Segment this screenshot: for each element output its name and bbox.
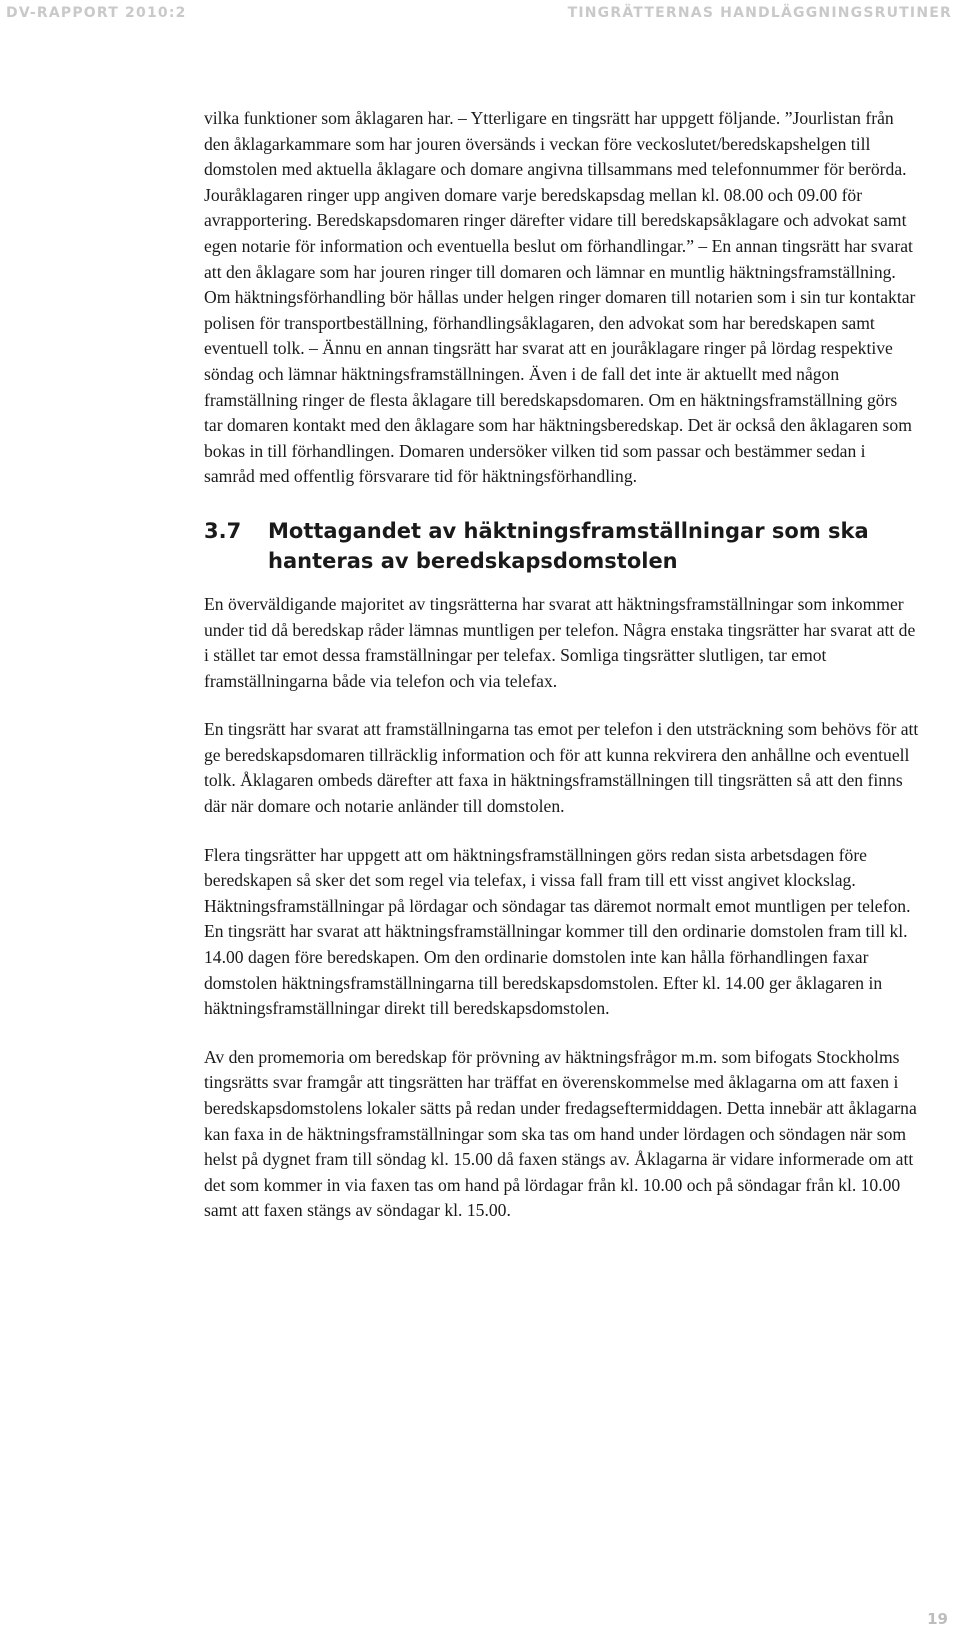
page-content: [204, 106, 920, 1247]
body-paragraph: En tingsrätt har svarat att framställningarna tas emot per telefon i den utsträckning som behövs för att ge beredskapsdomaren tillräcklig information och för att kunna rekvirera den anhållne och eventuell tolk. Åklagaren ombeds därefter att faxa in häktningsframställningen till tingsrätten så att den finns där när domare och notarie anländer till domstolen.: [204, 719, 919, 817]
body-paragraph: Av den promemoria om beredskap för prövning av häktningsfrågor m.m. som bifogats Stockholms tingsrätts svar framgår att tingsrätten har träffat en överenskommelse med åklagarna om att faxen i beredskapsdomstolens lokaler sätts på redan under fredagseftermiddagen. Detta innebär att åklagarna kan faxa in de häktningsframställningar som ska tas om hand under lördagen och söndagen när som helst på dygnet fram till söndag kl. 15.00 då faxen stängs av. Åklagarna är vidare informerade om att det som kommer in via faxen tas om hand på lördagar från kl. 10.00 och på söndagar från kl. 10.00 samt att faxen stängs av söndagar kl. 15.00.: [204, 1046, 917, 1221]
report-id: DV-RAPPORT 2010:2: [6, 5, 187, 21]
report-title: TINGRÄTTERNAS HANDLÄGGNINGSRUTINER: [567, 5, 952, 21]
running-header: [0, 0, 960, 26]
section-heading: [204, 516, 920, 576]
intro-paragraph: vilka funktioner som åklagaren har. – Ytterligare en tingsrätt har uppgett följande. ”Jourlistan från den åklagarkammare som har jouren översänds i veckan före veckoslutet/beredskapshelgen till domstolen med aktuella åklagare och domare angivna tillsammans med telefonnummer för berörda. Jouråklagaren ringer upp angiven domare varje beredskapsdag mellan kl. 08.00 och 09.00 för avrapportering. Beredskapsdomaren ringer därefter vidare till beredskapsåklagare och advokat samt egen notarie för information och eventuella beslut om förhandlingar.” – En annan tingsrätt har svarat att den åklagare som har jouren ringer till domaren och lämnar en muntlig häktningsframställning. Om häktningsförhandling bör hållas under helgen ringer domaren till notarien som i sin tur kontaktar polisen för transportbeställning, förhandlingsåklagaren, den advokat som har beredskapen samt eventuell tolk. – Ännu en annan tingsrätt har svarat att en jouråklagare ringer på lördag respektive söndag och lämnar häktningsframställningen. Även i de fall det inte är aktuellt med någon framställning ringer de flesta åklagare till beredskapsdomaren. Om en häktningsframställning görs tar domaren kontakt med den åklagare som har häktningsberedskap. Det är också den åklagaren som bokas in till förhandlingen. Domaren undersöker vilken tid som passar och bestämmer sedan i samråd med offentlig försvarare tid för häktningsförhandling.: [204, 108, 916, 487]
section-number: 3.7: [204, 518, 242, 543]
section-title: Mottagandet av häktningsframställningar som ska hanteras av beredskapsdomstolen: [268, 518, 869, 573]
body-paragraph: Flera tingsrätter har uppgett att om häktningsframställningen görs redan sista arbetsdagen före beredskapen så sker det som regel via telefax, i vissa fall fram till ett visst angivet klockslag. Häktningsframställningar på lördagar och söndagar tas däremot normalt emot muntligen per telefon. En tingsrätt har svarat att häktningsframställningar kommer till den ordinarie domstolen fram till kl. 14.00 dagen före beredskapen. Om den ordinarie domstolen inte kan hålla förhandlingen faxar domstolen häktningsframställningarna till beredskapsdomstolen. Efter kl. 14.00 ger åklagaren in häktningsframställningar direkt till beredskapsdomstolen.: [204, 844, 911, 1019]
body-paragraph: En överväldigande majoritet av tingsrätterna har svarat att häktningsframställningar som inkommer under tid då beredskap råder lämnas muntligen per telefon. Några enstaka tingsrätter har svarat att de i stället tar emot dessa framställningar per telefax. Somliga tingsrätter slutligen, tar emot framställningarna både via telefon och via telefax.: [204, 593, 916, 691]
page-number: 19: [927, 1610, 948, 1628]
